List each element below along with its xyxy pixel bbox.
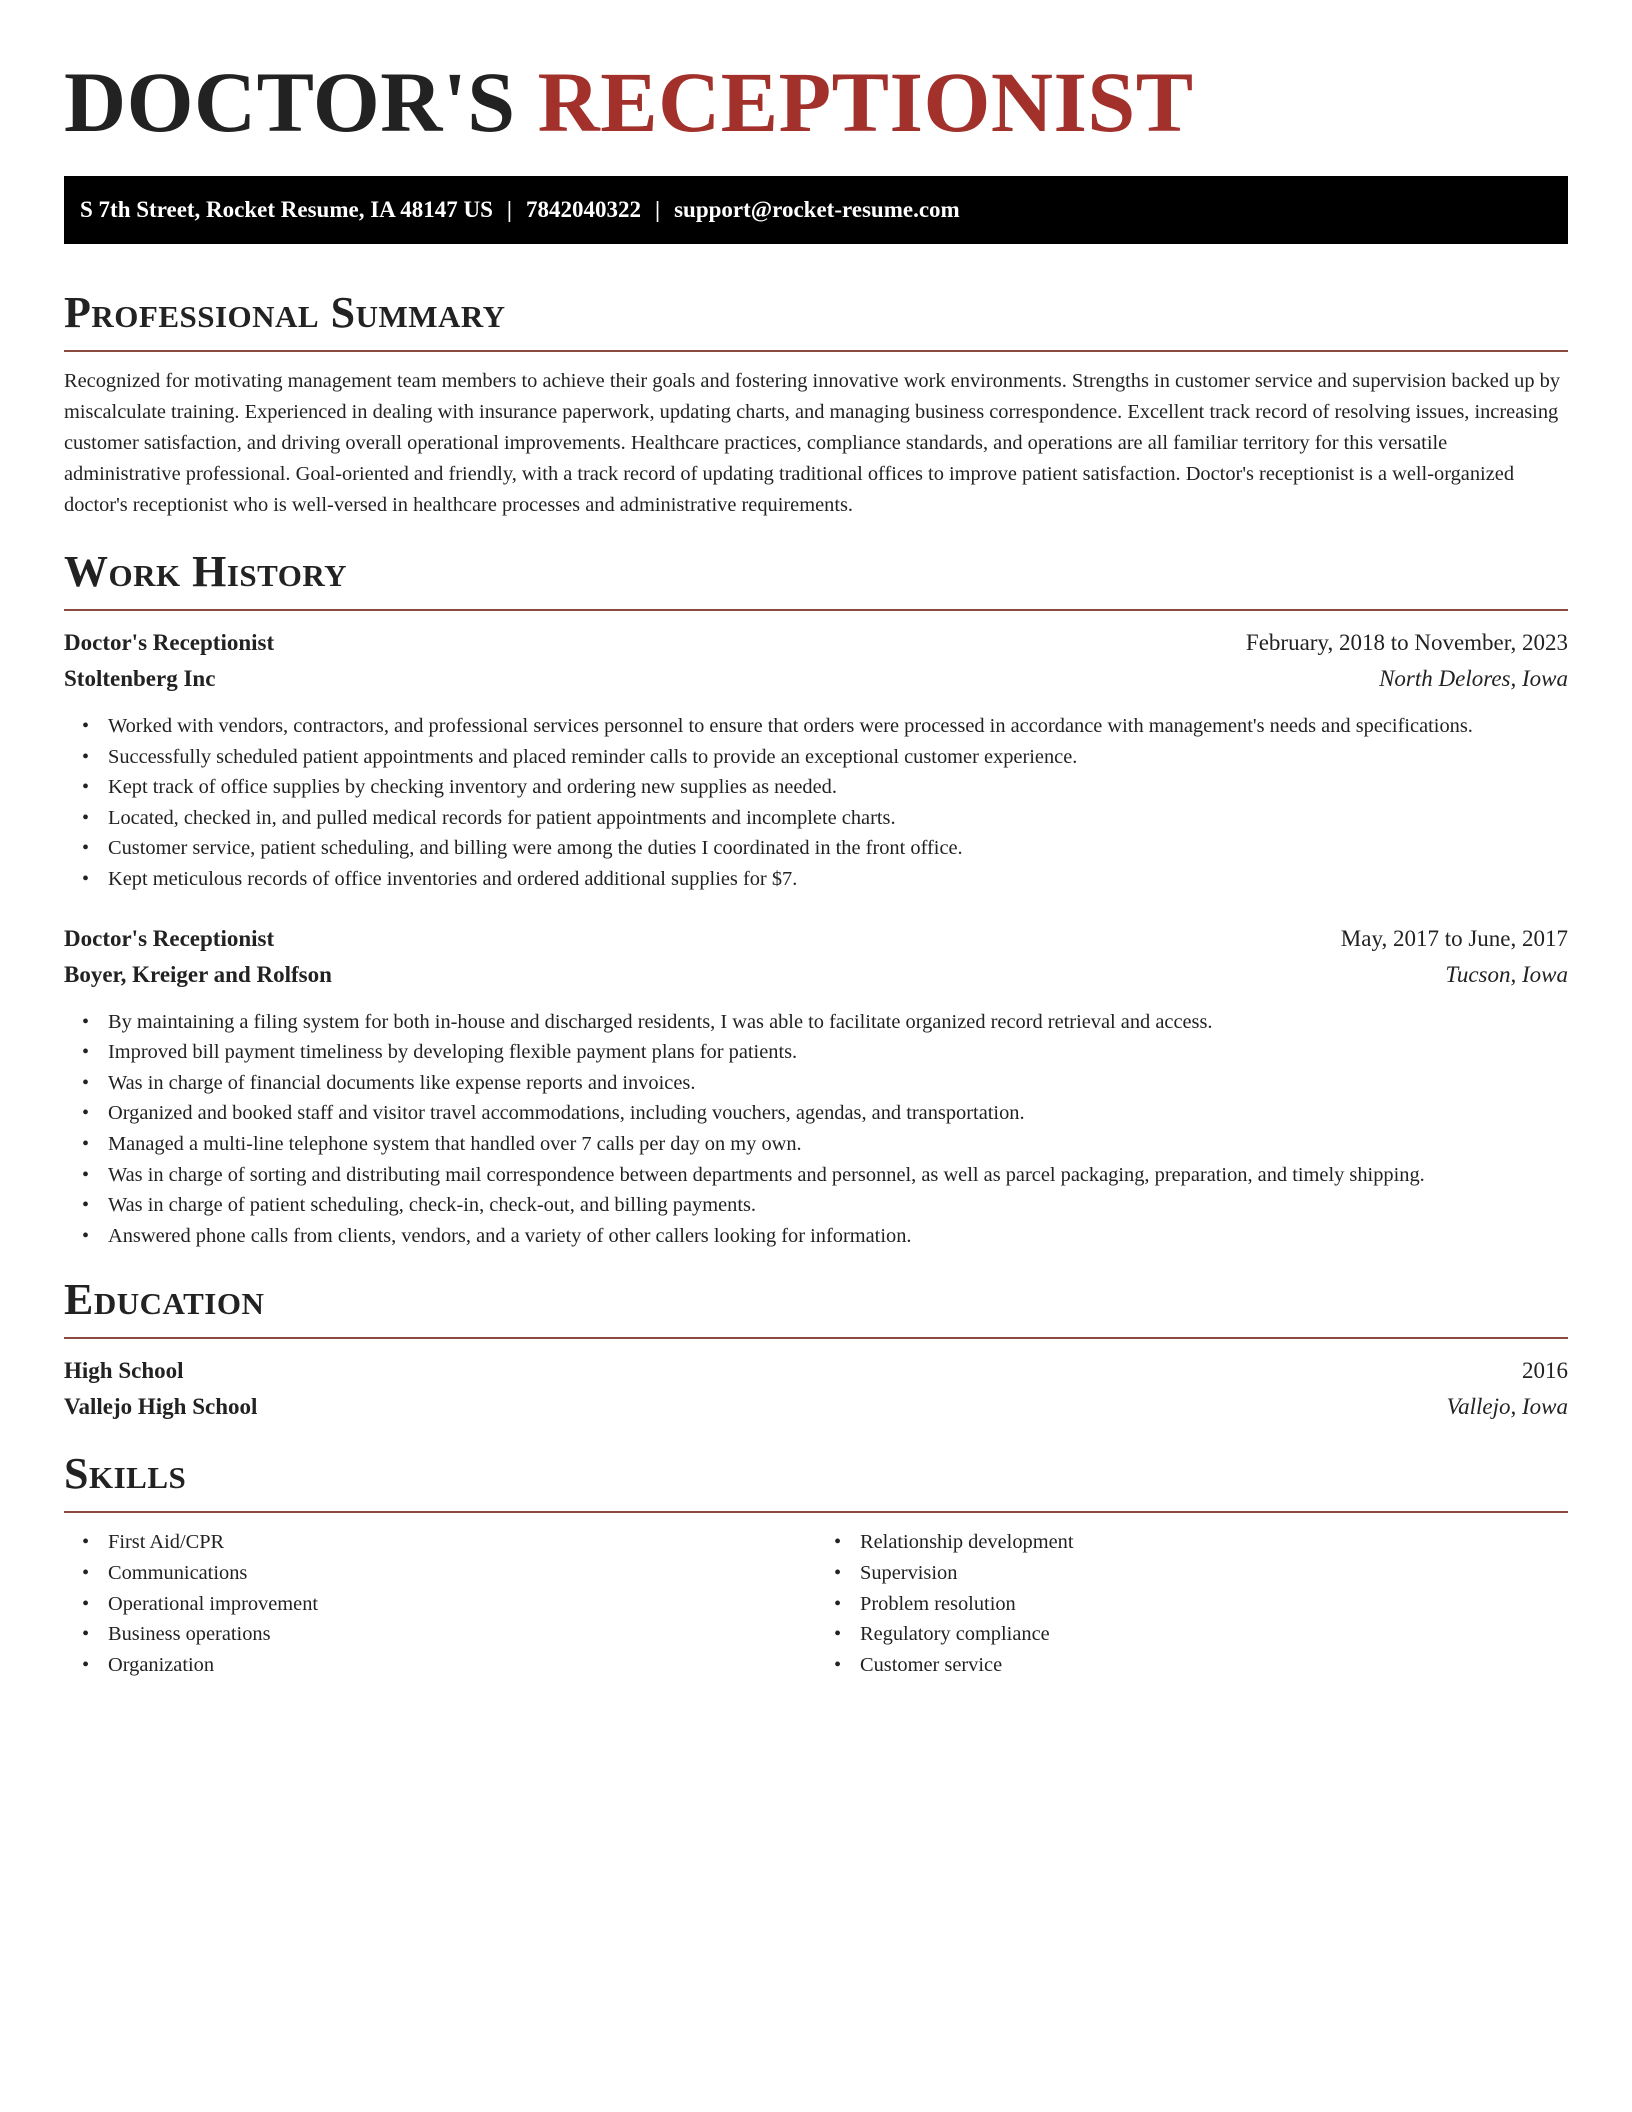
skill-item: • Supervision <box>860 1558 1568 1589</box>
resume-name <box>64 52 1568 152</box>
contact-phone: 7842040322 <box>526 197 641 222</box>
skill-item: • Organization <box>108 1650 816 1681</box>
list-item: • Answered phone calls from clients, vendors, and a variety of other callers looking for information. <box>108 1221 1568 1252</box>
skill-item: • Relationship development <box>860 1527 1568 1558</box>
skill-item: • Communications <box>108 1558 816 1589</box>
skills-title: Skills <box>64 1449 187 1499</box>
job-company: Stoltenberg Inc <box>64 666 216 691</box>
summary-title: Professional Summary <box>64 288 506 337</box>
skill-item: • Business operations <box>108 1619 816 1650</box>
skill-item: • Problem resolution <box>860 1589 1568 1620</box>
section-divider <box>64 1337 1568 1339</box>
job-subheader <box>64 661 1568 697</box>
work-history-title: Work History <box>64 547 348 596</box>
contact-separator: | <box>506 197 512 222</box>
job-header <box>64 921 1568 957</box>
skills-column-right <box>816 1527 1568 1680</box>
section-divider <box>64 609 1568 611</box>
skill-item: • Regulatory compliance <box>860 1619 1568 1650</box>
education-degree: High School <box>64 1358 184 1384</box>
list-item: • Customer service, patient scheduling, and billing were among the duties I coordinated in the front office. <box>108 833 1568 864</box>
job-dates: February, 2018 to November, 2023 <box>1245 630 1568 655</box>
name-first: DOCTOR'S <box>64 54 516 150</box>
list-item: • Kept meticulous records of office inventories and ordered additional supplies for $7. <box>108 864 1568 895</box>
skills-column-left <box>64 1527 816 1680</box>
job-dates: May, 2017 to June, 2017 <box>1340 925 1568 951</box>
section-divider <box>64 350 1568 352</box>
education-subheader <box>64 1389 1568 1425</box>
work-history-section <box>64 547 1568 1251</box>
contact-bar <box>64 176 1568 244</box>
job-role: Doctor's Receptionist <box>64 630 275 655</box>
job-subheader <box>64 957 1568 993</box>
list-item: • Improved bill payment timeliness by developing flexible payment plans for patients. <box>108 1037 1568 1068</box>
job-entry <box>64 921 1568 1252</box>
education-title: Education <box>64 1275 265 1325</box>
contact-address: S 7th Street, Rocket Resume, IA 48147 US <box>80 197 493 222</box>
list-item: • Was in charge of financial documents like expense reports and invoices. <box>108 1068 1568 1099</box>
education-year: 2016 <box>1522 1358 1568 1384</box>
list-item: • Located, checked in, and pulled medical records for patient appointments and incomplete charts. <box>108 803 1568 834</box>
job-header <box>64 625 1568 661</box>
education-school: Vallejo High School <box>64 1394 258 1420</box>
name-last: RECEPTIONIST <box>537 54 1194 150</box>
summary-text: Recognized for motivating management team members to achieve their goals and fostering innovative work environments. Strengths in customer service and supervision backed up by miscalculate training. Experienced in dealing with insurance paperwork, updating charts, and managing business correspondence. Excellent track record of resolving issues, increasing customer satisfaction, and driving overall operational improvements. Healthcare practices, compliance standards, and operations are all familiar territory for this versatile administrative professional. Goal-oriented and friendly, with a track record of updating traditional offices to improve patient satisfaction. Doctor's receptionist is a well-organized doctor's receptionist who is well-versed in healthcare processes and administrative requirements. <box>64 370 1561 516</box>
contact-email: support@rocket-resume.com <box>674 197 960 222</box>
job-location: Tucson, Iowa <box>1445 961 1568 987</box>
list-item: • Was in charge of sorting and distributing mail correspondence between departments and personnel, as well as parcel packaging, preparation, and timely shipping. <box>108 1160 1568 1191</box>
skill-item: • First Aid/CPR <box>108 1527 816 1558</box>
skill-item: • Customer service <box>860 1650 1568 1681</box>
section-divider <box>64 1511 1568 1513</box>
list-item: • Was in charge of patient scheduling, check-in, check-out, and billing payments. <box>108 1190 1568 1221</box>
summary-section <box>64 288 1568 521</box>
job-bullets <box>64 1007 1568 1252</box>
list-item: • Kept track of office supplies by checking inventory and ordering new supplies as needed. <box>108 772 1568 803</box>
contact-separator: | <box>655 197 661 222</box>
list-item: • By maintaining a filing system for both in-house and discharged residents, I was able to facilitate organized record retrieval and access. <box>108 1007 1568 1038</box>
skills-grid <box>64 1527 1568 1680</box>
skills-section <box>64 1449 1568 1680</box>
education-section <box>64 1275 1568 1425</box>
education-header <box>64 1353 1568 1389</box>
job-entry <box>64 625 1568 895</box>
job-company: Boyer, Kreiger and Rolfson <box>64 961 332 987</box>
list-item: • Managed a multi-line telephone system that handled over 7 calls per day on my own. <box>108 1129 1568 1160</box>
job-location: North Delores, Iowa <box>1379 666 1568 691</box>
list-item: • Worked with vendors, contractors, and professional services personnel to ensure that orders were processed in accordance with management's needs and specifications. <box>108 711 1568 742</box>
job-role: Doctor's Receptionist <box>64 925 275 951</box>
skill-item: • Operational improvement <box>108 1589 816 1620</box>
list-item: • Successfully scheduled patient appointments and placed reminder calls to provide an exceptional customer experience. <box>108 742 1568 773</box>
education-location: Vallejo, Iowa <box>1446 1394 1568 1420</box>
list-item: • Organized and booked staff and visitor travel accommodations, including vouchers, agendas, and transportation. <box>108 1098 1568 1129</box>
job-bullets <box>64 711 1568 895</box>
